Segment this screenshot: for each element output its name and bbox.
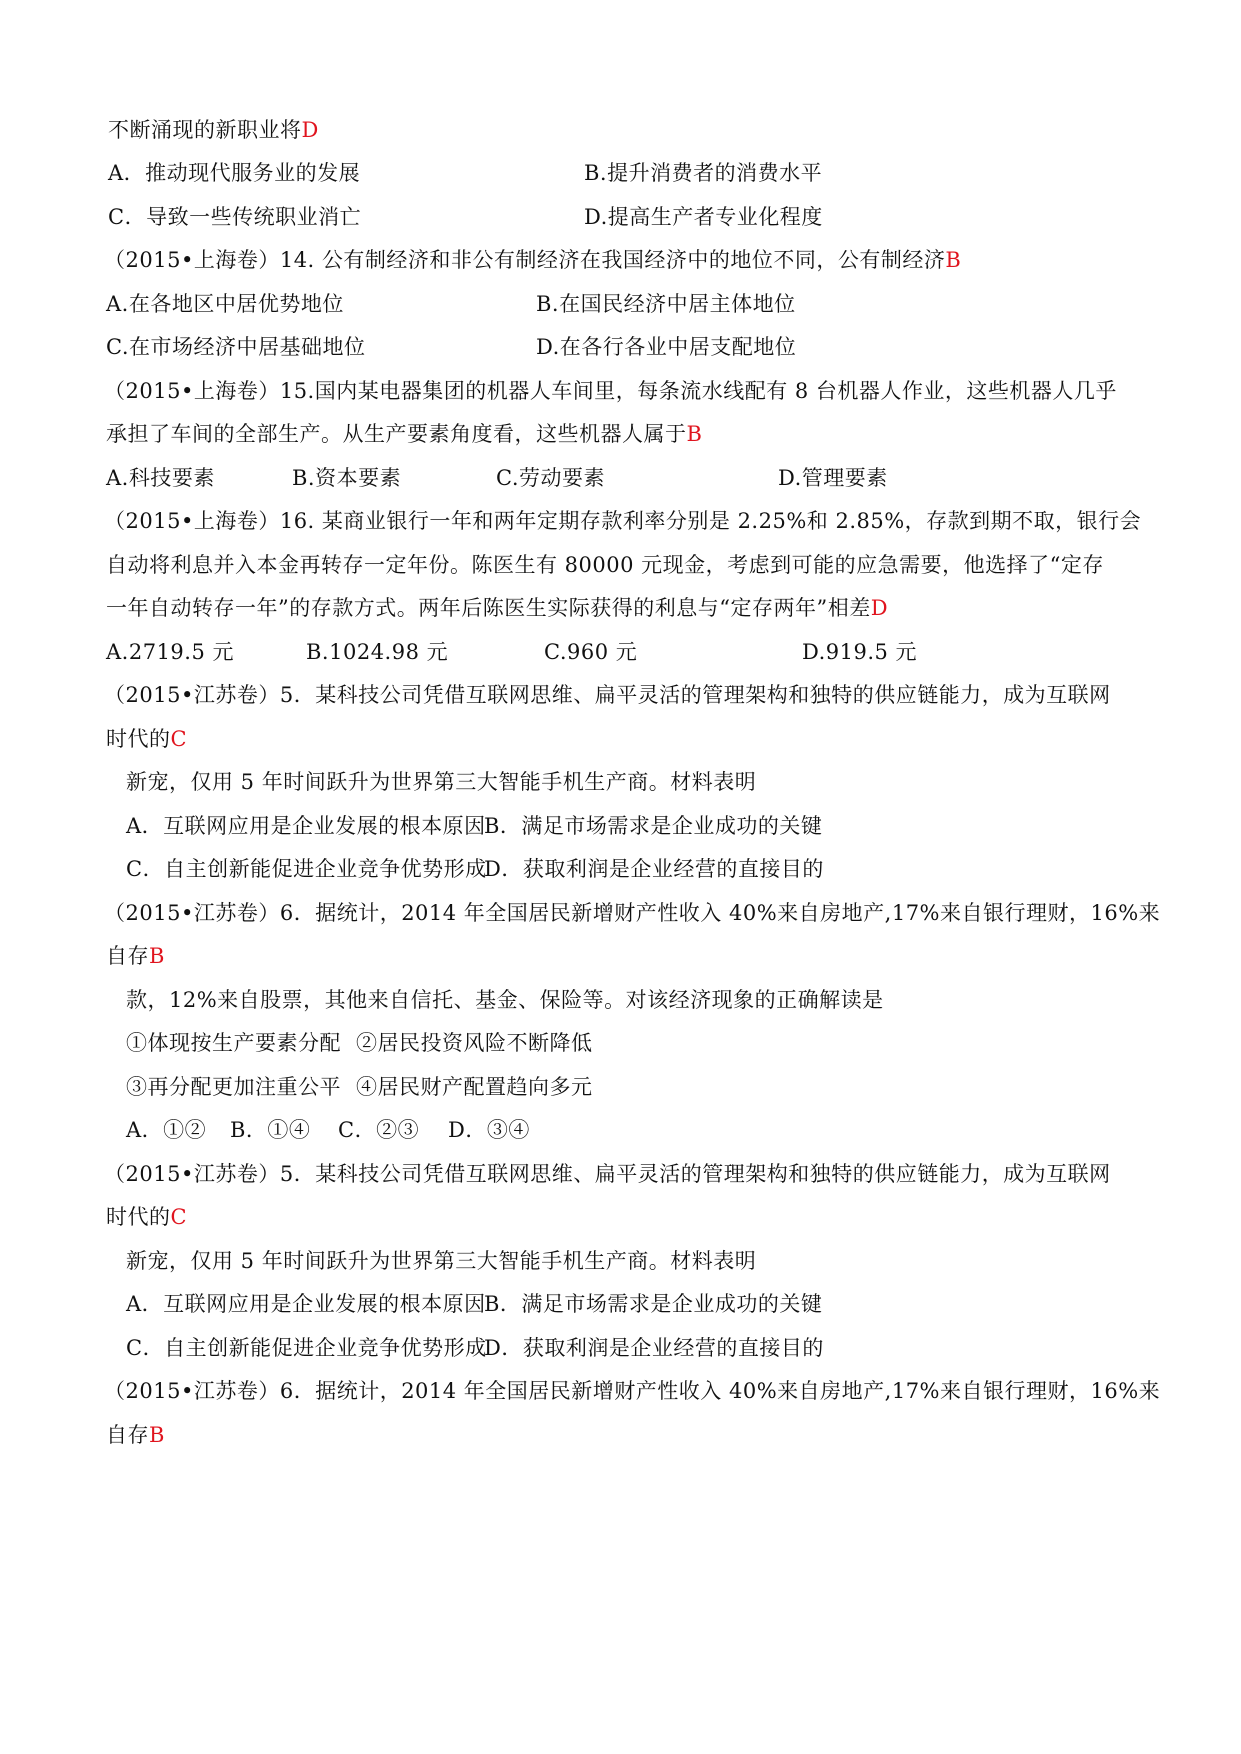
option-c: C．自主创新能促进企业竞争优势形成 xyxy=(126,1336,487,1360)
question-stem: 不断涌现的新职业将D xyxy=(108,118,319,142)
question-stem: 新宠，仅用 5 年时间跃升为世界第三大智能手机生产商。材料表明 xyxy=(126,770,757,794)
option-c: C.960 元 xyxy=(544,640,638,664)
question-stem: 自动将利息并入本金再转存一定年份。陈医生有 80000 元现金，考虑到可能的应急需要，他选择了“定存 xyxy=(106,553,1104,577)
question-stem: （2015•江苏卷）5．某科技公司凭借互联网思维、扁平灵活的管理架构和独特的供应链能力，成为互联网 xyxy=(104,683,1111,707)
question-stem: （2015•上海卷）16. 某商业银行一年和两年定期存款利率分别是 2.25%和 2.85%，存款到期不取，银行会 xyxy=(104,509,1142,533)
option-b: B．①④ xyxy=(230,1118,311,1142)
option-b: B．满足市场需求是企业成功的关键 xyxy=(484,814,823,838)
answer-key: B xyxy=(686,422,703,446)
question-stem: 承担了车间的全部生产。从生产要素角度看，这些机器人属于B xyxy=(106,422,703,446)
question-stem: 自存B xyxy=(106,944,165,968)
answer-key: D xyxy=(301,118,319,142)
statement-2: ②居民投资风险不断降低 xyxy=(356,1031,593,1055)
question-stem: 款，12%来自股票，其他来自信托、基金、保险等。对该经济现象的正确解读是 xyxy=(126,988,884,1012)
statement-3: ③再分配更加注重公平 xyxy=(126,1075,341,1099)
option-d: D.在各行各业中居支配地位 xyxy=(536,335,797,359)
option-c: C．自主创新能促进企业竞争优势形成 xyxy=(126,857,487,881)
question-stem: （2015•江苏卷）6．据统计，2014 年全国居民新增财产性收入 40%来自房地产,17%来自银行理财，16%来 xyxy=(104,1379,1161,1403)
option-c: C．②③ xyxy=(338,1118,420,1142)
option-d: D．③④ xyxy=(448,1118,530,1142)
option-c: C.劳动要素 xyxy=(496,466,605,490)
option-b: B.提升消费者的消费水平 xyxy=(584,161,823,185)
option-a: A．互联网应用是企业发展的根本原因 xyxy=(126,1292,486,1316)
question-stem: （2015•江苏卷）6．据统计，2014 年全国居民新增财产性收入 40%来自房地产,17%来自银行理财，16%来 xyxy=(104,901,1161,925)
option-c: C.在市场经济中居基础地位 xyxy=(106,335,366,359)
option-d: D.管理要素 xyxy=(778,466,888,490)
question-stem: 新宠，仅用 5 年时间跃升为世界第三大智能手机生产商。材料表明 xyxy=(126,1249,757,1273)
option-a: A.科技要素 xyxy=(106,466,215,490)
answer-key: C xyxy=(170,727,188,751)
question-stem: 时代的C xyxy=(106,727,188,751)
option-b: B.在国民经济中居主体地位 xyxy=(536,292,796,316)
option-a: A.在各地区中居优势地位 xyxy=(106,292,344,316)
option-c: C．导致一些传统职业消亡 xyxy=(108,205,362,229)
question-stem: （2015•江苏卷）5．某科技公司凭借互联网思维、扁平灵活的管理架构和独特的供应链能力，成为互联网 xyxy=(104,1162,1111,1186)
question-stem: （2015•上海卷）15.国内某电器集团的机器人车间里，每条流水线配有 8 台机器人作业，这些机器人几乎 xyxy=(104,379,1117,403)
question-stem: 自存B xyxy=(106,1423,165,1447)
question-stem: 时代的C xyxy=(106,1205,188,1229)
option-d: D.919.5 元 xyxy=(802,640,918,664)
statement-4: ④居民财产配置趋向多元 xyxy=(356,1075,593,1099)
statement-1: ①体现按生产要素分配 xyxy=(126,1031,341,1055)
answer-key: B xyxy=(945,248,962,272)
question-stem: 一年自动转存一年”的存款方式。两年后陈医生实际获得的利息与“定存两年”相差D xyxy=(106,596,889,620)
option-a: A.2719.5 元 xyxy=(106,640,234,664)
question-stem: （2015•上海卷）14. 公有制经济和非公有制经济在我国经济中的地位不同，公有制经济B xyxy=(104,248,962,272)
option-d: D.提高生产者专业化程度 xyxy=(584,205,823,229)
option-b: B.资本要素 xyxy=(292,466,402,490)
option-d: D．获取利润是企业经营的直接目的 xyxy=(484,857,824,881)
answer-key: D xyxy=(870,596,889,620)
option-a: A．互联网应用是企业发展的根本原因 xyxy=(126,814,486,838)
answer-key: B xyxy=(149,1423,165,1447)
option-a: A．推动现代服务业的发展 xyxy=(108,161,361,185)
option-b: B.1024.98 元 xyxy=(306,640,449,664)
option-a: A．①② xyxy=(126,1118,207,1142)
answer-key: C xyxy=(170,1205,188,1229)
answer-key: B xyxy=(149,944,165,968)
option-d: D．获取利润是企业经营的直接目的 xyxy=(484,1336,824,1360)
option-b: B．满足市场需求是企业成功的关键 xyxy=(484,1292,823,1316)
